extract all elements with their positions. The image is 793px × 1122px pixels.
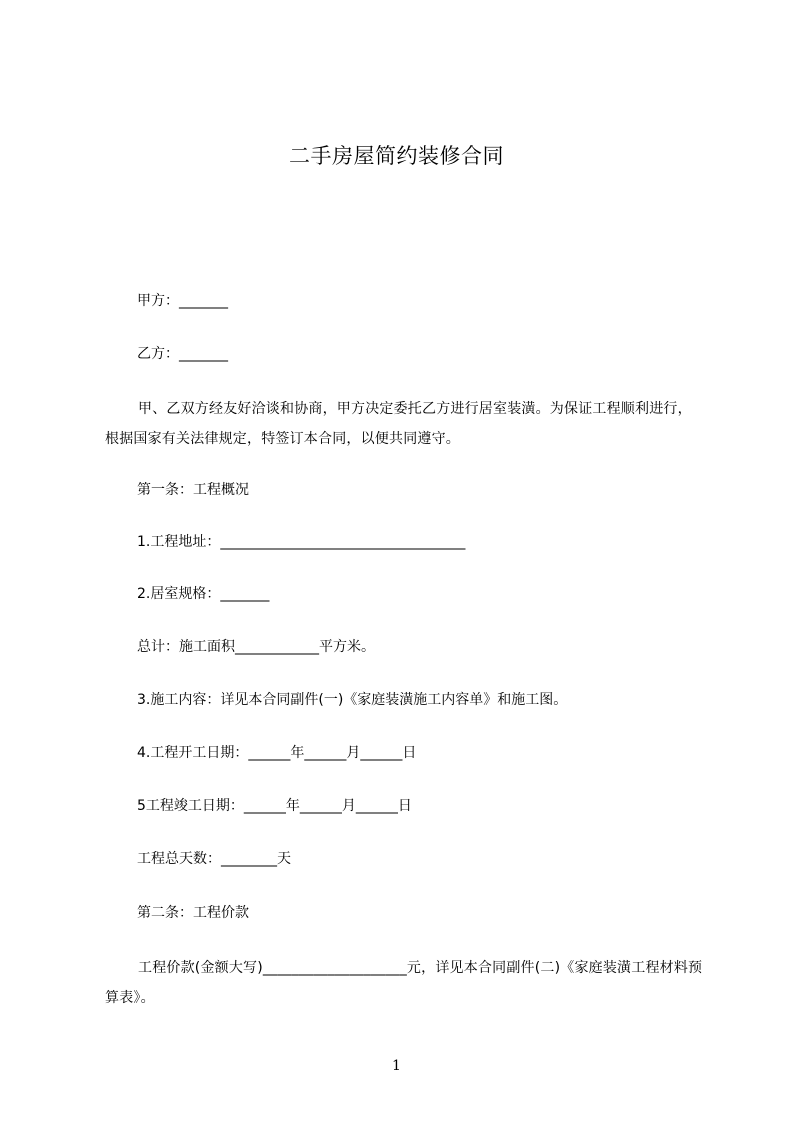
intro-paragraph: 甲、乙双方经友好洽谈和协商，甲方决定委托乙方进行居室装潢。为保证工程顺利进行，根据国家有关法律规定，特签订本合同，以便共同遵守。 [105, 401, 692, 447]
price-paragraph: 工程价款(金额大写)____________________元，详见本合同副件(二)《家庭装潢工程材料预算表》。 [105, 960, 703, 1006]
construction-content-line: 3.施工内容：详见本合同副件(一)《家庭装潢施工内容单》和施工图。 [137, 692, 568, 708]
start-date-line: 4.工程开工日期：______年______月______日 [137, 745, 417, 761]
total-days-line: 工程总天数：________天 [137, 851, 291, 867]
article-1-heading: 第一条：工程概况 [137, 482, 249, 498]
project-address-line: 1.工程地址：___________________________________ [137, 534, 466, 550]
party-a-line: 甲方：_______ [137, 293, 228, 309]
party-b-line: 乙方：_______ [137, 346, 228, 362]
page-number: 1 [392, 1058, 401, 1074]
construction-area-line: 总计：施工面积____________平方米。 [137, 639, 375, 655]
completion-date-line: 5工程竣工日期：______年______月______日 [137, 798, 412, 814]
room-spec-line: 2.居室规格：_______ [137, 586, 270, 602]
article-2-heading: 第二条：工程价款 [137, 905, 249, 921]
document-title: 二手房屋简约装修合同 [289, 144, 504, 168]
